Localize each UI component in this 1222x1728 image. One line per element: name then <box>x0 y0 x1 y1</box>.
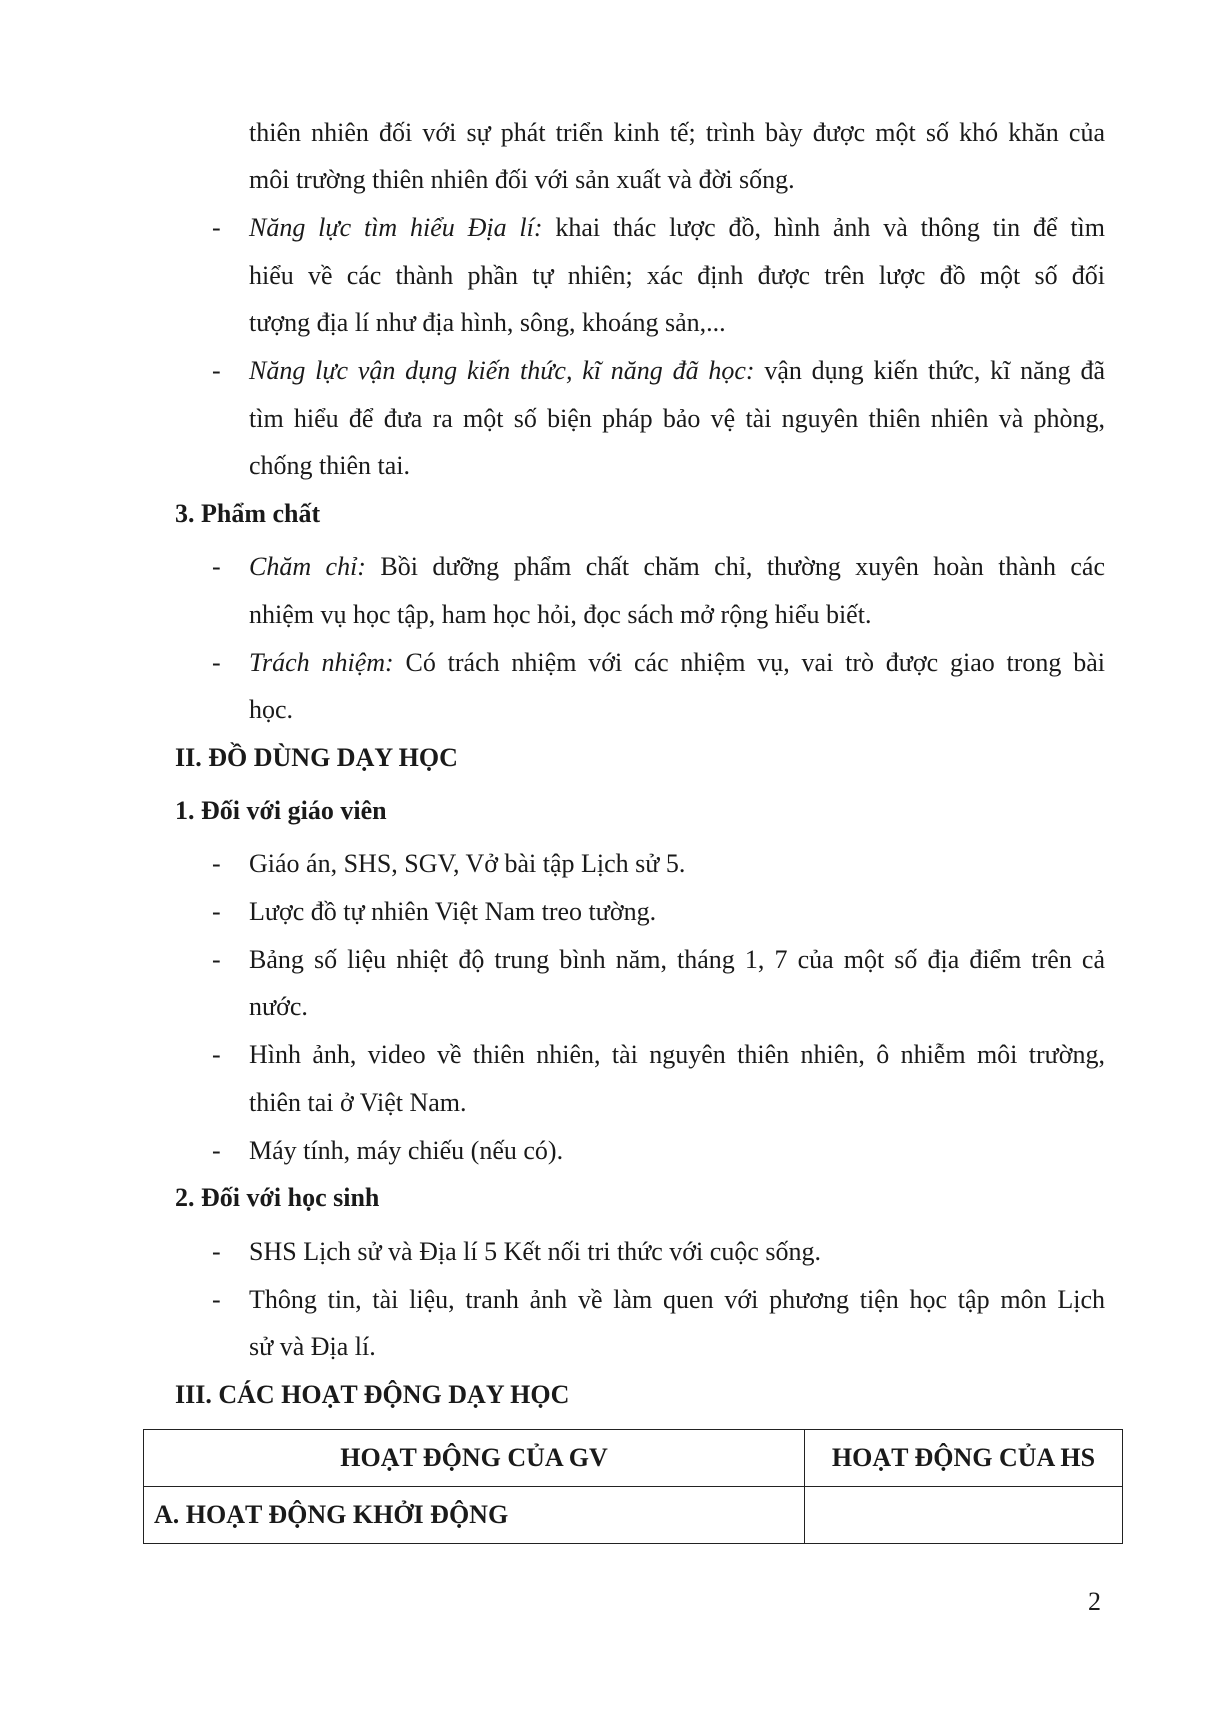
table-cell-hs <box>805 1487 1123 1544</box>
activities-table <box>143 1429 1123 1544</box>
list-item <box>249 645 1105 681</box>
item-text: Có trách nhiệm với các nhiệm vụ, vai trò được giao trong bài <box>393 648 1105 677</box>
subsection-heading: 1. Đối với giáo viên <box>175 796 387 825</box>
subsection-heading: 2. Đối với học sinh <box>175 1183 380 1212</box>
list-item: Bảng số liệu nhiệt độ trung bình năm, tháng 1, 7 của một số địa điểm trên cả <box>249 945 1105 974</box>
paragraph-line: học. <box>249 695 294 724</box>
item-text: khai thác lược đồ, hình ảnh và thông tin để tìm <box>542 213 1105 242</box>
table-cell-gv: A. HOẠT ĐỘNG KHỞI ĐỘNG <box>144 1487 805 1544</box>
section-heading: 3. Phẩm chất <box>175 499 321 528</box>
table-header-hs: HOẠT ĐỘNG CỦA HS <box>805 1430 1123 1487</box>
item-label: Trách nhiệm: <box>249 648 394 677</box>
list-item: Giáo án, SHS, SGV, Vở bài tập Lịch sử 5. <box>249 849 686 878</box>
paragraph-line: nhiệm vụ học tập, ham học hỏi, đọc sách mở rộng hiểu biết. <box>249 600 872 629</box>
table-header-gv: HOẠT ĐỘNG CỦA GV <box>144 1430 805 1487</box>
paragraph-line: tượng địa lí như địa hình, sông, khoáng sản,... <box>249 308 726 337</box>
bullet-dash: - <box>212 1040 221 1069</box>
paragraph-line: thiên nhiên đối với sự phát triển kinh tế; trình bày được một số khó khăn của <box>249 118 1105 147</box>
table-row <box>144 1487 1123 1544</box>
item-text: Bồi dưỡng phẩm chất chăm chỉ, thường xuyên hoàn thành các <box>365 552 1105 581</box>
list-item <box>249 353 1105 389</box>
list-item <box>249 549 1105 585</box>
bullet-dash: - <box>212 356 221 385</box>
table-header-row <box>144 1430 1123 1487</box>
paragraph-line: chống thiên tai. <box>249 451 411 480</box>
bullet-dash: - <box>212 552 221 581</box>
list-item <box>249 210 1105 246</box>
bullet-dash: - <box>212 1285 221 1314</box>
bullet-dash: - <box>212 849 221 878</box>
list-item: Máy tính, máy chiếu (nếu có). <box>249 1136 564 1165</box>
paragraph-line: thiên tai ở Việt Nam. <box>249 1088 467 1117</box>
paragraph-line: sử và Địa lí. <box>249 1332 376 1361</box>
paragraph-line: hiểu về các thành phần tự nhiên; xác định được trên lược đồ một số đối <box>249 261 1105 290</box>
paragraph-line: môi trường thiên nhiên đối với sản xuất và đời sống. <box>249 165 795 194</box>
bullet-dash: - <box>212 945 221 974</box>
list-item: SHS Lịch sử và Địa lí 5 Kết nối tri thức với cuộc sống. <box>249 1237 821 1266</box>
list-item: Thông tin, tài liệu, tranh ảnh về làm quen với phương tiện học tập môn Lịch <box>249 1285 1105 1314</box>
bullet-dash: - <box>212 648 221 677</box>
section-heading: III. CÁC HOẠT ĐỘNG DẠY HỌC <box>175 1380 570 1409</box>
item-label: Năng lực vận dụng kiến thức, kĩ năng đã học: <box>249 356 755 385</box>
list-item: Hình ảnh, video về thiên nhiên, tài nguyên thiên nhiên, ô nhiễm môi trường, <box>249 1040 1105 1069</box>
item-label: Chăm chỉ: <box>249 552 366 581</box>
bullet-dash: - <box>212 1136 221 1165</box>
bullet-dash: - <box>212 897 221 926</box>
bullet-dash: - <box>212 213 221 242</box>
paragraph-line: nước. <box>249 992 308 1021</box>
section-heading: II. ĐỒ DÙNG DẠY HỌC <box>175 743 458 772</box>
item-text: vận dụng kiến thức, kĩ năng đã <box>754 356 1105 385</box>
page-number: 2 <box>1088 1587 1101 1616</box>
bullet-dash: - <box>212 1237 221 1266</box>
paragraph-line: tìm hiểu để đưa ra một số biện pháp bảo vệ tài nguyên thiên nhiên và phòng, <box>249 404 1105 433</box>
item-label: Năng lực tìm hiểu Địa lí: <box>249 213 543 242</box>
list-item: Lược đồ tự nhiên Việt Nam treo tường. <box>249 897 657 926</box>
